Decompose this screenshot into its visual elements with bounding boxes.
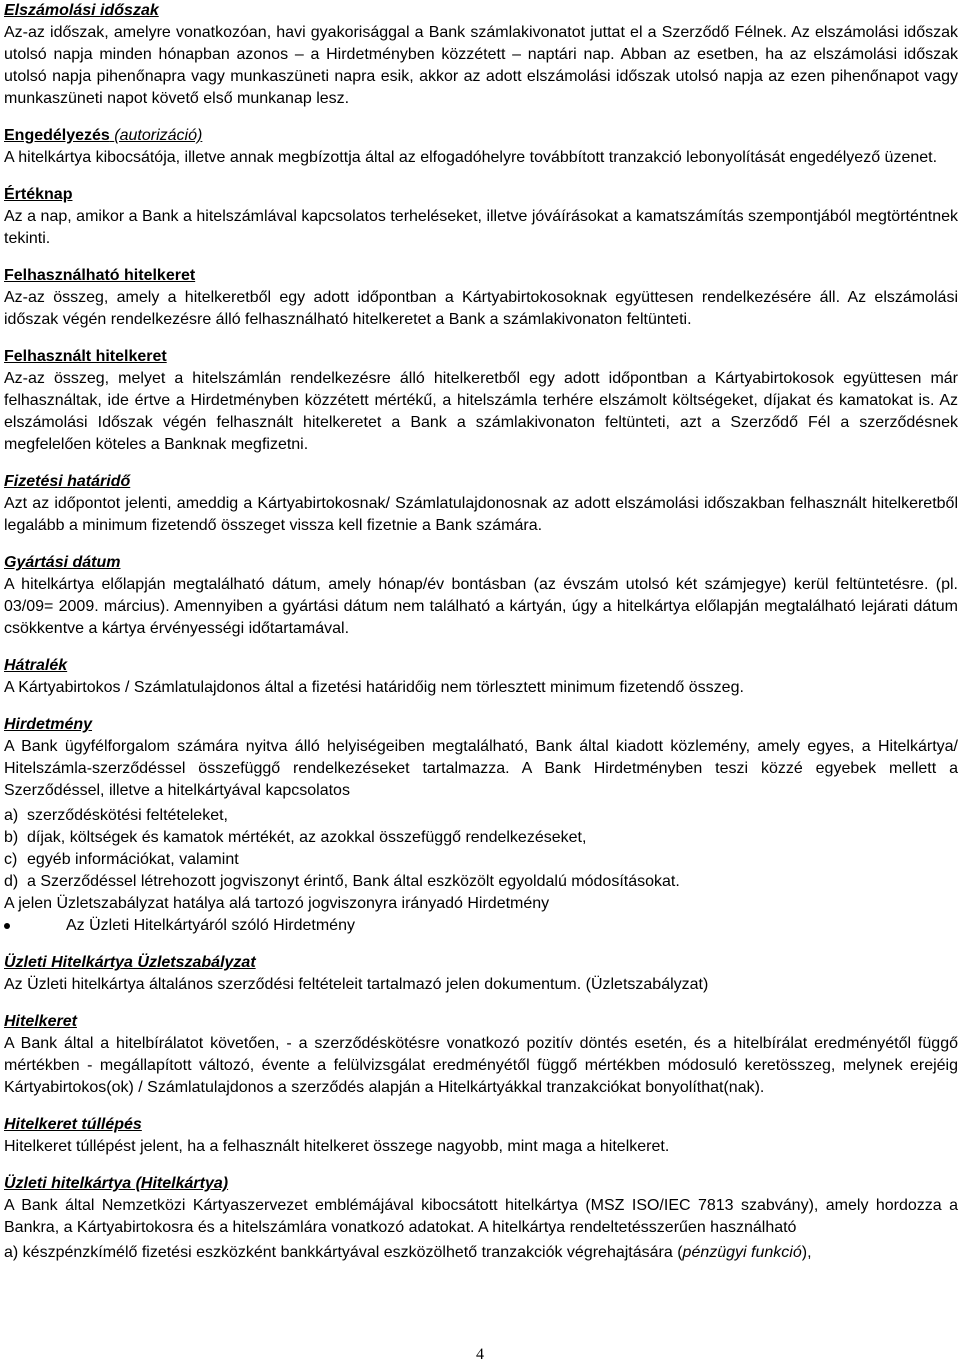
list-item-text: a Szerződéssel létrehozott jogviszonyt érintő, Bank által eszközölt egyoldalú módosításokat. bbox=[27, 873, 680, 890]
list-item bbox=[4, 871, 958, 893]
term-definition: A hitelkártya előlapján megtalálható dátum, amely hónap/év bontásban (az évszám utolsó két számjegye) kerül feltüntetésre. (pl. 03/09= 2009. március). Amennyiben a gyártási dátum nem található a kártyán, úgy a hitelkártya előlapján megtalálható lejárati dátum csökkentve a kártya érvényességi időtartamával. bbox=[4, 576, 958, 637]
term-definition: Az-az összeg, amely a hitelkeretből egy adott időpontban a Kártyabirtokosoknak együttesen rendelkezésére áll. Az elszámolási időszak végén rendelkezésre álló felhasználható hitelkeretet a Bank a számlakivonaton feltünteti. bbox=[4, 289, 958, 328]
hirdetmeny-list bbox=[4, 805, 958, 893]
entry-hitelkeret bbox=[4, 1011, 958, 1099]
term-heading: Gyártási dátum bbox=[4, 554, 121, 571]
term-heading: Felhasznált hitelkeret bbox=[4, 348, 167, 365]
page-number: 4 bbox=[476, 1346, 484, 1363]
list-item bbox=[4, 849, 958, 871]
entry-gyartasi-datum bbox=[4, 552, 958, 640]
list-item-text: díjak, költségek és kamatok mértékét, az azokkal összefüggő rendelkezéseket, bbox=[27, 829, 587, 846]
hirdetmeny-after-text: A jelen Üzletszabályzat hatálya alá tartozó jogviszonyra irányadó Hirdetmény bbox=[4, 895, 550, 912]
term-definition: A Bank által Nemzetközi Kártyaszervezet emblémájával kibocsátott hitelkártya (MSZ ISO/IEC 7813 szabvány), amely hordozza a Bankra, a Kártyabirtokosra és a hitelszámlára vonatkozó adatokat. A hitelkártya rendeltetésszerűen használható bbox=[4, 1197, 958, 1236]
term-heading-main: Engedélyezés bbox=[4, 127, 110, 144]
term-heading: Hitelkeret bbox=[4, 1013, 77, 1030]
term-definition: Az-az összeg, melyet a hitelszámlán rendelkezésre álló hitelkeretből egy adott időpontban a Kártyabirtokosok együttesen már felhasználtak, ide értve a Hirdetményben közzétett mértékű, a hitelszámla terhére elszámolt költségeket, díjakat és kamatokat is. Az elszámolási Időszak végén felhasznált hitelkeretet a Bank a számlakivonaton feltünteti, azt a Szerződő Fél a szerződésnek megfelelően köteles a Banknak megfizetni. bbox=[4, 370, 958, 453]
list-item-label: d) bbox=[4, 873, 19, 890]
entry-uzleti-hitelkartya bbox=[4, 1173, 958, 1264]
entry-erteknap bbox=[4, 184, 958, 250]
entry-fizetesi-hatarido bbox=[4, 471, 958, 537]
term-heading: Üzleti Hitelkártya Üzletszabályzat bbox=[4, 954, 256, 971]
list-item-a bbox=[4, 1242, 958, 1264]
entry-felhasznalhato-hitelkeret bbox=[4, 265, 958, 331]
term-definition: A Kártyabirtokos / Számlatulajdonos által a fizetési határidőig nem törlesztett minimum fizetendő összeg. bbox=[4, 679, 744, 696]
list-item-a-italic: pénzügyi funkció bbox=[682, 1244, 802, 1261]
list-item-label: c) bbox=[4, 851, 18, 868]
bullet-dot-icon bbox=[4, 923, 10, 929]
term-heading: Hitelkeret túllépés bbox=[4, 1116, 142, 1133]
term-definition: Hitelkeret túllépést jelent, ha a felhasznált hitelkeret összege nagyobb, mint maga a hitelkeret. bbox=[4, 1138, 670, 1155]
hirdetmeny-bullets bbox=[4, 915, 958, 937]
term-definition: A hitelkártya kibocsátója, illetve annak megbízottja által az elfogadóhelyre továbbított tranzakció lebonyolítását engedélyező üzenet. bbox=[4, 149, 938, 166]
entry-uzleti-hitelkartya-uzletszabalyzat bbox=[4, 952, 958, 996]
term-heading-extra: (autorizáció) bbox=[114, 127, 203, 144]
term-heading: Felhasználható hitelkeret bbox=[4, 267, 196, 284]
term-definition: Az Üzleti hitelkártya általános szerződési feltételeit tartalmazó jelen dokumentum. (Üzletszabályzat) bbox=[4, 976, 709, 993]
list-item-label: b) bbox=[4, 829, 19, 846]
entry-engedelyezes bbox=[4, 125, 958, 169]
term-definition: Azt az időpontot jelenti, ameddig a Kártyabirtokosnak/ Számlatulajdonosnak az adott elszámolási időszakban felhasznált hitelkeretből legalább a minimum fizetendő összeget vissza kell fizetnie a Bank számára. bbox=[4, 495, 958, 534]
term-heading: Értéknap bbox=[4, 186, 73, 203]
list-item-text: egyéb információkat, valamint bbox=[27, 851, 239, 868]
entry-elszamolasi-idoszak bbox=[4, 0, 958, 110]
term-definition: A Bank ügyfélforgalom számára nyitva álló helyiségeiben megtalálható, Bank által kiadott közlemény, amely egyes, a Hitelkártya/ Hitelszámla-szerződéssel összefüggő rendelkezéseket tartalmazza. A Bank Hirdetményben teszi közzé egyebek mellett a Szerződéssel, illetve a hitelkártyával kapcsolatos bbox=[4, 738, 958, 799]
term-heading: Hirdetmény bbox=[4, 716, 93, 733]
term-definition: Az-az időszak, amelyre vonatkozóan, havi gyakorisággal a Bank számlakivonatot juttat el a Szerződő Félnek. Az elszámolási időszak utolsó napja minden hónapban azonos – a Hirdetményben közzétett – naptári nap. Abban az esetben, ha az elszámolási időszak utolsó napja pihenőnapra vagy munkaszüneti napra esik, akkor az adott elszámolási időszak utolsó napja az ezen pihenőnapot vagy munkaszüneti napot követő első munkanap lesz. bbox=[4, 24, 958, 107]
document-page bbox=[4, 0, 958, 1264]
entry-hitelkeret-tullepes bbox=[4, 1114, 958, 1158]
term-heading: Üzleti hitelkártya (Hitelkártya) bbox=[4, 1175, 229, 1192]
term-definition: Az a nap, amikor a Bank a hitelszámlával kapcsolatos terheléseket, illetve jóváírásokat a kamatszámítás szempontjából megtörténtnek tekinti. bbox=[4, 208, 958, 247]
list-item bbox=[4, 805, 958, 827]
term-definition: A Bank által a hitelbírálatot követően, - a szerződéskötésre vonatkozó pozitív döntés esetén, és a hitelbírálat eredményétől függő mértékben - megállapított változó, évente a felülvizsgálat eredményétől függő mértékben módosuló keretösszeg, melynek erejéig Kártyabirtokos(ok) / Számlatulajdonos a szerződés alapján a Hitelkártyákkal tranzakciókat bonyolíthat(nak). bbox=[4, 1035, 958, 1096]
list-item-text: szerződéskötési feltételeket, bbox=[27, 807, 228, 824]
term-heading: Elszámolási időszak bbox=[4, 2, 159, 19]
list-item-label: a) bbox=[4, 807, 19, 824]
entry-felhasznalt-hitelkeret bbox=[4, 346, 958, 456]
term-heading: Fizetési határidő bbox=[4, 473, 131, 490]
list-item bbox=[4, 827, 958, 849]
bullet-item bbox=[4, 915, 958, 937]
term-heading: Hátralék bbox=[4, 657, 68, 674]
list-item-a-prefix: a) készpénzkímélő fizetési eszközként bankkártyával eszközölhető tranzakciók végrehajtására ( bbox=[4, 1244, 683, 1261]
entry-hatralek bbox=[4, 655, 958, 699]
bullet-item-text: Az Üzleti Hitelkártyáról szóló Hirdetmény bbox=[66, 917, 355, 934]
entry-hirdetmeny bbox=[4, 714, 958, 937]
term-heading bbox=[4, 125, 958, 147]
list-item-a-suffix: ), bbox=[801, 1244, 812, 1261]
